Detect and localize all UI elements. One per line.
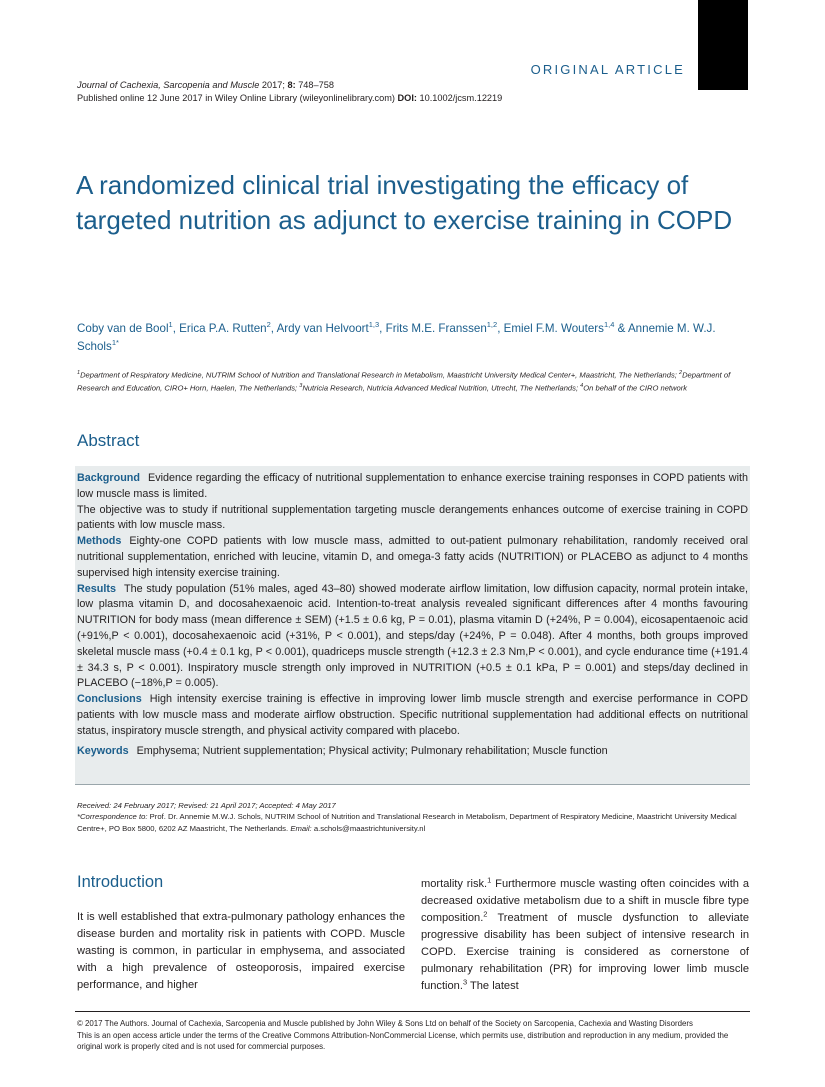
author[interactable]: Ardy van Helvoort$^{1,3}$ (276, 320, 380, 335)
affiliations: $^1$Department of Respiratory Medicine, NUTRIM School of Nutrition and Translational Research in Metabolism, Maastricht University Medical Center+, Maastricht, The Netherlands; $^2$Department of Research and Education, CIRO+ Horn, Haelen, The Netherlands; $^3$Nutricia Research, Nutricia Advanced Medical Nutrition, Utrecht, The Netherlands; $^4$On behalf of the CIRO network (77, 370, 731, 393)
published-text: Published online 12 June 2017 in Wiley Online Library (wileyonlinelibrary.com) (77, 93, 395, 103)
author[interactable]: Coby van de Bool$^1$ (77, 320, 173, 335)
author[interactable]: Erica P.A. Rutten$^2$ (179, 320, 271, 335)
abstract-conclusions: Conclusions High intensity exercise training is effective in improving lower limb muscle strength and exercise performance in COPD patients with low muscle mass and moderate airflow obstruction. Specific nutritional supplementation had additional effects on nutritional status, inspiratory muscle strength, and physical activity compared with placebo. (77, 693, 748, 737)
article-title: A randomized clinical trial investigating the efficacy of targeted nutrition as adjunct to exercise training in COPD (76, 170, 733, 235)
author-list: Coby van de Bool$^1$, Erica P.A. Rutten$^2$, Ardy van Helvoort$^{1,3}$, Frits M.E. Franssen$^{1,2}$, Emiel F.M. Wouters$^{1,4}$ & Annemie M. W.J. Schols$^{1*}$ (77, 320, 716, 353)
license-line: This is an open access article under the terms of the Creative Commons Attribution-NonCommercial License, which permits use, distribution and reproduction in any medium, provided the original work is properly cited and is not used for commercial purposes. (77, 1030, 729, 1051)
citation-line (77, 79, 502, 92)
citation-ref[interactable]: 1 (487, 875, 492, 885)
footer-divider (75, 1011, 750, 1012)
corner-tab (698, 0, 748, 90)
abstract-keywords: Keywords Emphysema; Nutrient supplementation; Physical activity; Pulmonary rehabilitation; Muscle function (77, 744, 608, 757)
section-label: ORIGINAL ARTICLE (530, 62, 685, 77)
abstract-background: Background Evidence regarding the efficacy of nutritional supplementation to enhance exercise training responses in COPD patients with low muscle mass is limited. (77, 472, 748, 500)
journal-header (77, 79, 502, 105)
author[interactable]: Emiel F.M. Wouters$^{1,4}$ (503, 320, 615, 335)
abstract-heading: Abstract (77, 431, 140, 450)
abstract-divider (75, 784, 750, 785)
citation-ref[interactable]: 3 (462, 977, 468, 987)
correspondence: *Correspondence to: Prof. Dr. Annemie M.W.J. Schols, NUTRIM School of Nutrition and Translational Research in Metabolism, Department of Respiratory Medicine, Maastricht University Medical Centre+, PO Box 5800, 6202 AZ Maastricht, The Netherlands. Email: a.schols@maastrichtuniversity.nl (77, 812, 737, 833)
citation-ref[interactable]: 2 (483, 909, 488, 919)
received-dates: Received: 24 February 2017; Revised: 21 April 2017; Accepted: 4 May 2017 (77, 801, 336, 810)
introduction-heading: Introduction (77, 873, 164, 891)
journal-name: Journal of Cachexia, Sarcopenia and Muscle (77, 80, 260, 90)
doi-label: DOI: (397, 93, 417, 103)
author[interactable]: Frits M.E. Franssen$^{1,2}$ (385, 320, 498, 335)
doi-link[interactable]: 10.1002/jcsm.12219 (419, 93, 503, 103)
abstract-objective: The objective was to study if nutritional supplementation targeting muscle derangements enhances outcome of exercise training in COPD patients with low muscle mass. (77, 503, 748, 532)
intro-right-column: mortality risk.$^1$ Furthermore muscle wasting often coincides with a decreased oxidative metabolism due to a shift in muscle fibre type composition.$^2$ Treatment of muscle dysfunction to alleviate progressive disability has been subject of intensive research in COPD. Exercise training is considered as cornerstone of pulmonary rehabilitation (PR) for improving lower limb muscle function.$^3$ The latest (421, 875, 749, 992)
email-link[interactable]: a.schols@maastrichtuniversity.nl (313, 823, 426, 833)
author[interactable]: Annemie M. W.J. Schols$^{1*}$ (77, 322, 716, 353)
footer (77, 1018, 752, 1053)
intro-left-column: It is well established that extra-pulmonary pathology enhances the disease burden and mortality risk in patients with COPD. Muscle wasting is common, in particular in emphysema, and associated with a high prevalence of osteoporosis, impaired exercise performance, and higher (77, 911, 405, 991)
abstract-methods: Methods Eighty-one COPD patients with low muscle mass, admitted to out-patient pulmonary rehabilitation, randomly received oral nutritional supplementation, enriched with leucine, vitamin D, and omega-3 fatty acids (NUTRITION) or PLACEBO as adjunct to 4 months supervised high intensity exercise training. (77, 535, 748, 579)
published-line (77, 92, 502, 105)
abstract-box (75, 466, 750, 784)
journal-pages: 748–758 (298, 80, 334, 90)
copyright-line: © 2017 The Authors. Journal of Cachexia, Sarcopenia and Muscle published by John Wiley & Sons Ltd on behalf of the Society on Sarcopenia, Cachexia and Wasting Disorders (77, 1019, 693, 1028)
journal-year: 2017; (261, 80, 285, 90)
abstract-results: Results The study population (51% males, aged 43–80) showed moderate airflow limitation, low diffusion capacity, normal protein intake, low plasma vitamin D, and docosahexaenoic acid. Intention-to-treat analysis revealed significant differences after 4 months favouring NUTRITION for body mass (mean difference ± SEM) (+1.5 ± 0.6 kg, P = 0.01), plasma vitamin D (+24%, P = 0.004), eicosapentaenoic acid (+91%,P < 0.001), docosahexaenoic acid (+31%, P < 0.001), and steps/day (+24%, P = 0.048). After 4 months, both groups improved skeletal muscle mass (+0.4 ± 0.1 kg, P < 0.001), quadriceps muscle strength (+12.3 ± 2.3 Nm,P < 0.001), and cycle endurance time (+191.4 ± 34.3 s, P < 0.001). Inspiratory muscle strength only improved in NUTRITION (+0.5 ± 0.1 kPa, P = 0.001) and steps/day declined in PLACEBO (−18%,P = 0.005). (77, 582, 748, 690)
journal-volume: 8: (287, 80, 296, 90)
